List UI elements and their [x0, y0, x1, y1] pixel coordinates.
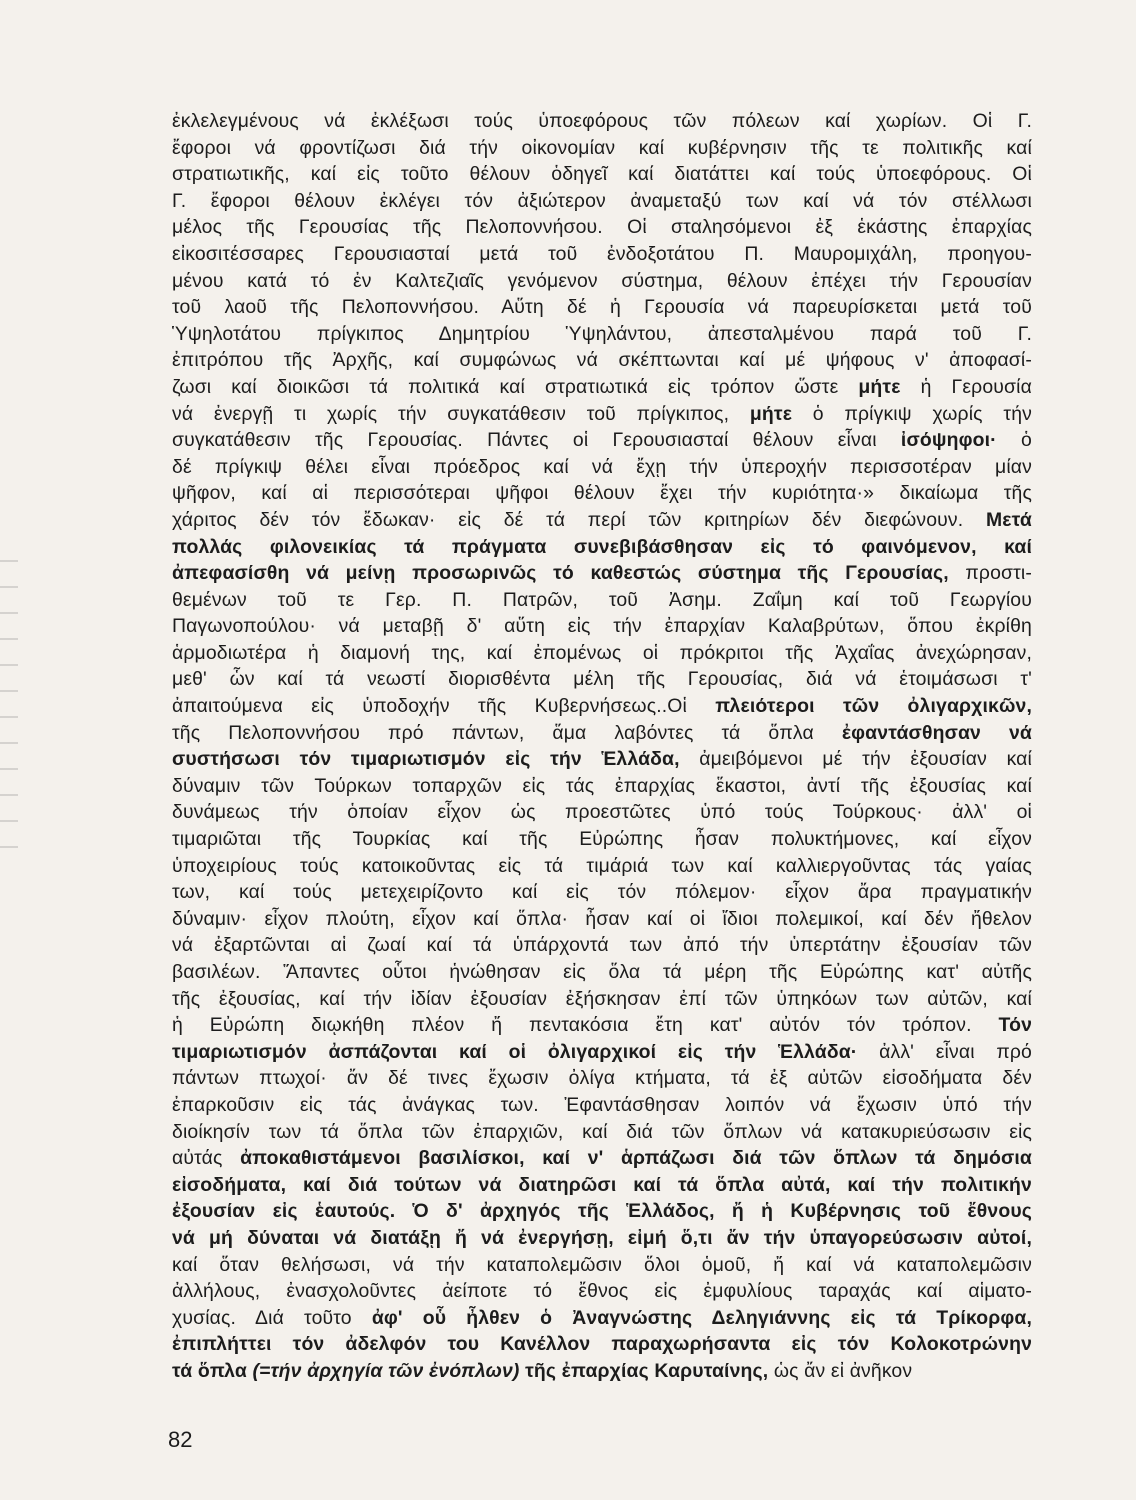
text-segment: δύναμιν· εἶχον πλούτη, εἶχον καί ὅπλα· ἦσαν καί οἱ ἴδιοι πολεμικοί, καί δέν ἤθελον — [172, 907, 1032, 930]
bold-segment: ἐπιπλήττει τόν ἀδελφόν του Κανέλλον παραχωρήσαντα εἰς τόν Κολοκοτρώνην — [172, 1333, 1032, 1356]
text-segment: ἐπιτρόπου τῆς Ἀρχῆς, καί συμφώνως νά σκέπτωνται καί μέ ψήφους ν' ἀποφασί- — [172, 349, 1032, 372]
text-line — [172, 374, 1032, 401]
text-line — [172, 1305, 1032, 1332]
bold-segment: τιμαριωτισμόν ἀσπάζονται καί οἱ ὀλιγαρχικοί εἰς τήν Ἑλλάδα· — [172, 1040, 858, 1063]
text-line — [172, 1145, 1032, 1172]
bold-segment: εἰσοδήματα, καί διά τούτων νά διατηρῶσι καί τά ὅπλα αὐτά, καί τήν πολιτικήν — [172, 1173, 1032, 1196]
text-segment: ἐκλελεγμένους νά ἐκλέξωσι τούς ὑποεφόρους τῶν πόλεων καί χωρίων. Οἱ Γ. — [172, 110, 1032, 132]
text-segment: ἡ Γερουσία — [900, 375, 1032, 398]
text-line — [172, 1252, 1032, 1279]
text-line — [172, 613, 1032, 640]
text-line — [172, 1119, 1032, 1146]
text-segment: νά ἐνεργῇ τι χωρίς τήν συγκατάθεσιν τοῦ πρίγκιπος, — [172, 402, 750, 425]
text-line — [172, 1278, 1032, 1305]
text-line — [172, 959, 1032, 986]
bold-segment: Τόν — [998, 1014, 1032, 1037]
text-segment: ἀμειβόμενοι μέ τήν ἐξουσίαν καί — [679, 748, 1032, 771]
text-segment: ζωσι καί διοικῶσι τά πολιτικά καί στρατιωτικά εἰς τρόπον ὥστε — [172, 375, 859, 398]
bold-segment: τῆς ἐπαρχίας Καρυταίνης, — [519, 1359, 769, 1382]
text-segment: ἔφοροι νά φροντίζωσι διά τήν οἰκονομίαν καί κυβέρνησιν τῆς τε πολιτικῆς καί — [172, 136, 1032, 159]
text-line — [172, 1039, 1032, 1066]
italic-segment: (=τήν ἀρχηγία τῶν ἐνόπλων) — [252, 1359, 520, 1382]
bold-segment: μήτε — [858, 375, 901, 398]
text-segment: ψῆφον, καί αἱ περισσότεραι ψῆφοι θέλουν ἔχει τήν κυριότητα·» δικαίωμα τῆς — [172, 482, 1032, 505]
text-segment: εἰκοσιτέσσαρες Γερουσιασταί μετά τοῦ ἐνδοξοτάτου Π. Μαυρομιχάλη, προηγου- — [172, 242, 1032, 265]
text-segment: ὁ — [996, 429, 1032, 452]
text-segment: θεμένων τοῦ τε Γερ. Π. Πατρῶν, τοῦ Ἀσημ. Ζαΐμη καί τοῦ Γεωργίου — [172, 588, 1032, 611]
text-line — [172, 188, 1032, 215]
text-line — [172, 1225, 1032, 1252]
text-line — [172, 268, 1032, 295]
bold-segment: πλειότεροι τῶν ὀλιγαρχικῶν, — [715, 695, 1032, 718]
bold-segment: ἐφαντάσθησαν νά — [841, 721, 1032, 744]
text-line — [172, 986, 1032, 1013]
text-segment: των, καί τούς μετεχειρίζοντο καί εἰς τόν πόλεμον· εἶχον ἄρα πραγματικήν — [172, 881, 1032, 904]
text-segment: χάριτος δέν τόν ἔδωκαν· εἰς δέ τά περί τῶν κριτηρίων δέν διεφώνουν. — [172, 508, 986, 531]
text-segment: ἀπαιτούμενα εἰς ὑποδοχήν τῆς Κυβερνήσεως..Οἱ — [172, 695, 716, 718]
text-line — [172, 853, 1032, 880]
text-segment: τῆς Πελοποννήσου πρό πάντων, ἅμα λαβόντες τά ὅπλα — [172, 721, 842, 744]
text-segment: τιμαριῶται τῆς Τουρκίας καί τῆς Εὐρώπης ἦσαν πολυκτήμονες, καί εἶχον — [172, 828, 1032, 851]
text-segment: Παγωνοπούλου· νά μεταβῇ δ' αὕτη εἰς τήν ἐπαρχίαν Καλαβρύτων, ὅπου ἐκρίθη — [172, 615, 1032, 638]
text-segment: βασιλέων. Ἅπαντες οὗτοι ἡνώθησαν εἰς ὅλα τά μέρη τῆς Εὐρώπης κατ' αὐτῆς — [172, 961, 1032, 983]
text-segment: τοῦ λαοῦ τῆς Πελοποννήσου. Αὕτη δέ ἡ Γερουσία νά παρευρίσκεται μετά τοῦ — [172, 296, 1032, 319]
text-line — [172, 294, 1032, 321]
text-line — [172, 1358, 1032, 1385]
text-segment: δύναμιν τῶν Τούρκων τοπαρχῶν εἰς τάς ἐπαρχίας ἕκαστοι, ἀντί τῆς ἐξουσίας καί — [172, 774, 1032, 797]
text-line — [172, 534, 1032, 561]
text-line — [172, 1012, 1032, 1039]
text-line — [172, 347, 1032, 374]
text-line — [172, 693, 1032, 720]
text-line — [172, 1198, 1032, 1225]
text-line — [172, 454, 1032, 481]
bold-segment: πολλάς φιλονεικίας τά πράγματα συνεβιβάσθησαν εἰς τό φαινόμενον, καί — [172, 535, 1032, 558]
text-line — [172, 161, 1032, 188]
bold-segment: ἀφ' οὗ ἦλθεν ὁ Ἀναγνώστης Δεληγιάννης εἰς τά Τρίκορφα, — [371, 1306, 1032, 1329]
text-segment: μένου κατά τό ἐν Καλτεζιαῖς γενόμενον σύστημα, θέλουν ἐπέχει τήν Γερουσίαν — [172, 269, 1032, 292]
text-line — [172, 507, 1032, 534]
text-segment: δέ πρίγκιψ θέλει εἶναι πρόεδρος καί νά ἔχῃ τήν ὑπεροχήν περισσοτέραν μίαν — [172, 455, 1032, 478]
text-segment: τῆς ἐξουσίας, καί τήν ἰδίαν ἐξουσίαν ἐξήσκησαν ἐπί τῶν ὑπηκόων των αὐτῶν, καί — [172, 987, 1032, 1010]
text-segment: προστι- — [948, 562, 1032, 585]
text-line — [172, 427, 1032, 454]
text-line — [172, 108, 1032, 135]
text-segment: μέλος τῆς Γερουσίας τῆς Πελοποννήσου. Οἱ σταλησόμενοι ἐξ ἑκάστης ἐπαρχίας — [172, 216, 1032, 239]
text-line — [172, 214, 1032, 241]
text-line — [172, 587, 1032, 614]
text-line — [172, 879, 1032, 906]
bold-segment: τά ὅπλα — [172, 1359, 253, 1382]
bold-segment: νά μή δύναται νά διατάξῃ ἤ νά ἐνεργήσῃ, εἰμή ὅ,τι ἄν τήν ὑπαγορεύσωσιν αὐτοί, — [172, 1226, 1032, 1249]
text-segment: νά ἐξαρτῶνται αἱ ζωαί καί τά ὑπάρχοντά των ἀπό τήν ὑπερτάτην ἐξουσίαν τῶν — [172, 934, 1032, 957]
text-segment: μεθ' ὧν καί τά νεωστί διορισθέντα μέλη τῆς Γερουσίας, διά νά ἑτοιμάσωσι τ' — [172, 668, 1032, 691]
text-segment: ὁ πρίγκιψ χωρίς τήν — [792, 402, 1032, 425]
text-segment: καί ὅταν θελήσωσι, νά τήν καταπολεμῶσιν ὅλοι ὁμοῦ, ἤ καί νά καταπολεμῶσιν — [172, 1253, 1032, 1276]
text-segment: ἡ Εὐρώπη διῳκήθη πλέον ἤ πεντακόσια ἔτη κατ' αὐτόν τόν τρόπον. — [172, 1014, 999, 1037]
text-line — [172, 932, 1032, 959]
bold-segment: Μετά — [986, 508, 1032, 531]
text-segment: Γ. ἔφοροι θέλουν ἐκλέγει τόν ἀξιώτερον ἀναμεταξύ των καί νά τόν στέλλωσι — [172, 189, 1032, 212]
text-segment: Ὑψηλοτάτου πρίγκιπος Δημητρίου Ὑψηλάντου, ἀπεσταλμένου παρά τοῦ Γ. — [172, 322, 1032, 345]
body-text — [172, 108, 1032, 1385]
text-line — [172, 720, 1032, 747]
text-segment: πάντων πτωχοί· ἄν δέ τινες ἔχωσιν ὀλίγα κτήματα, τά ἐξ αὐτῶν εἰσοδήματα δέν — [172, 1067, 1032, 1090]
text-segment: ὑποχειρίους τούς κατοικοῦντας εἰς τά τιμάριά των καί καλλιεργοῦντας τάς γαίας — [172, 854, 1032, 877]
text-line — [172, 241, 1032, 268]
text-line — [172, 773, 1032, 800]
bold-segment: ἀπεφασίσθη νά μείνῃ προσωρινῶς τό καθεστώς σύστημα τῆς Γερουσίας, — [172, 562, 949, 585]
text-segment: συγκατάθεσιν τῆς Γερουσίας. Πάντες οἱ Γερουσιασταί θέλουν εἶναι — [172, 429, 901, 452]
page-number: 82 — [168, 1427, 193, 1452]
text-line — [172, 560, 1032, 587]
text-line — [172, 135, 1032, 162]
text-segment: δυνάμεως τήν ὁποίαν εἶχον ὡς προεστῶτες ὑπό τούς Τούρκους· ἀλλ' οἱ — [172, 801, 1032, 824]
text-segment: ἐπαρκοῦσιν εἰς τάς ἀνάγκας των. Ἐφαντάσθησαν λοιπόν νά ἔχωσιν ὑπό τήν — [172, 1093, 1032, 1116]
text-line — [172, 480, 1032, 507]
text-line — [172, 1065, 1032, 1092]
binding-edge-marks — [0, 560, 18, 860]
text-line — [172, 799, 1032, 826]
text-line — [172, 666, 1032, 693]
bold-segment: ἰσόψηφοι· — [900, 429, 997, 452]
text-line — [172, 321, 1032, 348]
text-segment: ἀλλ' εἶναι πρό — [857, 1040, 1032, 1063]
text-segment: διοίκησίν των τά ὅπλα τῶν ἐπαρχιῶν, καί διά τῶν ὅπλων νά κατακυριεύσωσιν εἰς — [172, 1120, 1032, 1143]
bold-segment: μήτε — [749, 402, 793, 425]
text-segment: ἁρμοδιωτέρα ἡ διαμονή της, καί ἐπομένως οἱ πρόκριτοι τῆς Ἀχαΐας ἀνεχώρησαν, — [172, 641, 1032, 664]
bold-segment: ἐξουσίαν εἰς ἑαυτούς. Ὁ δ' ἀρχηγός τῆς Ἑλλάδος, ἤ ἡ Κυβέρνησις τοῦ ἔθνους — [172, 1200, 1032, 1223]
text-segment: ὡς ἄν εἰ ἀνῆκον — [768, 1359, 913, 1382]
text-line — [172, 401, 1032, 428]
text-segment: στρατιωτικῆς, καί εἰς τοῦτο θέλουν ὁδηγεῖ καί διατάττει καί τούς ὑποεφόρους. Οἱ — [172, 163, 1032, 186]
text-segment: χυσίας. Διά τοῦτο — [172, 1306, 372, 1329]
text-segment: αὐτάς — [172, 1147, 241, 1170]
text-line — [172, 1092, 1032, 1119]
text-line — [172, 826, 1032, 853]
bold-segment: συστήσωσι τόν τιμαριωτισμόν εἰς τήν Ἑλλάδα, — [172, 748, 680, 771]
bold-segment: ἀποκαθιστάμενοι βασιλίσκοι, καί ν' ἁρπάζωσι διά τῶν ὅπλων τά δημόσια — [240, 1147, 1033, 1170]
text-line — [172, 1331, 1032, 1358]
text-segment: ἀλλήλους, ἐνασχολοῦντες ἀείποτε τό ἔθνος εἰς ἐμφυλίους ταραχάς καί αἱματο- — [172, 1280, 1032, 1303]
text-line — [172, 746, 1032, 773]
text-line — [172, 906, 1032, 933]
text-line — [172, 1172, 1032, 1199]
text-line — [172, 640, 1032, 667]
